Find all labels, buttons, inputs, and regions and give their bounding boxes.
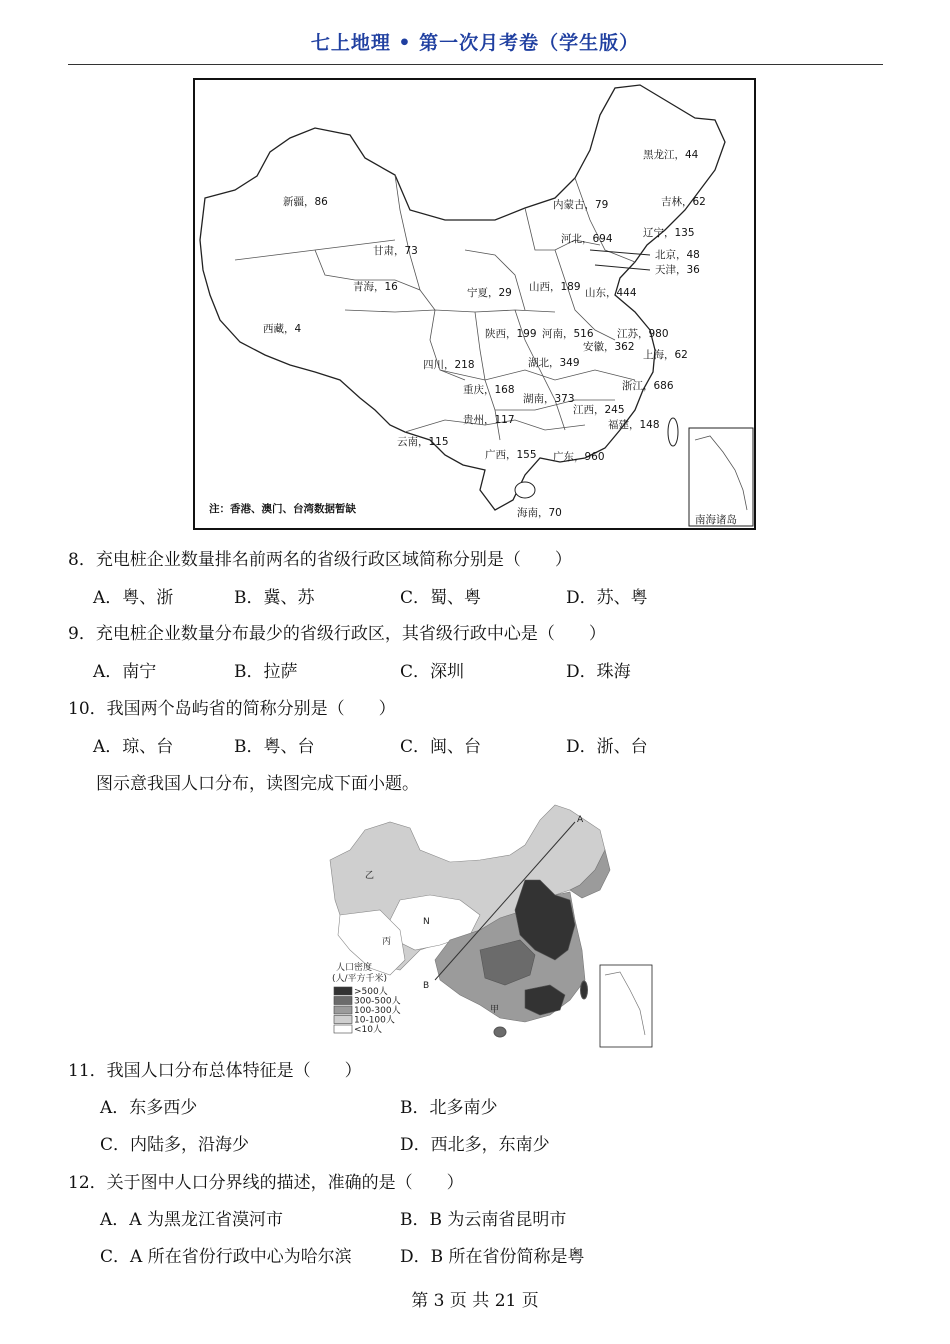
q8-option-c[interactable]: C．蜀、粤 [400,588,482,608]
q10-option-c[interactable]: C．闽、台 [400,737,482,757]
taiwan-island [668,418,678,446]
label-tianjin: 天津，36 [655,264,700,276]
q8-option-a[interactable]: A．粤、浙 [93,588,174,608]
q12-option-d[interactable]: D．B 所在省份简称是粤 [400,1247,585,1267]
legend-label: >500人 [354,987,388,997]
label-xinjiang: 新疆，86 [283,196,328,208]
hainan-island [515,482,535,498]
question-11: 11．我国人口分布总体特征是（ ） [68,1061,362,1081]
label-hubei: 湖北，349 [528,357,580,369]
legend-label: 10-100人 [354,1015,395,1026]
q8-option-b[interactable]: B．冀、苏 [234,588,315,608]
label-shanxi: 山西，189 [529,281,581,293]
label-gansu: 甘肃，73 [373,245,418,257]
legend-label: 100-300人 [354,1006,401,1016]
question-8: 8．充电桩企业数量排名前两名的省级行政区域简称分别是（ ） [68,550,572,570]
label-hebei: 河北，694 [561,233,613,245]
q11-option-b[interactable]: B．北多南少 [400,1098,498,1118]
question-9: 9．充电桩企业数量分布最少的省级行政区，其省级行政中心是（ ） [68,624,606,644]
label-jia: 甲 [490,1005,500,1015]
label-neimenggu: 内蒙古，79 [553,199,609,211]
label-jiangsu: 江苏，980 [617,328,669,340]
inset-label: 南海诸岛 [695,514,737,526]
population-density-map [320,800,660,1050]
legend-swatch [334,1006,352,1014]
intro-text: 图示意我国人口分布，读图完成下面小题。 [96,774,419,794]
q9-option-b[interactable]: B．拉萨 [234,662,298,682]
china-map-svg [195,80,754,528]
label-guangdong: 广东，960 [553,451,605,463]
label-shanghai: 上海，62 [643,349,688,361]
label-jilin: 吉林，62 [661,196,706,208]
legend-swatch [334,1016,352,1024]
header-divider [68,64,883,65]
label-heilongjiang: 黑龙江，44 [643,149,699,161]
q12-option-a[interactable]: A．A 为黑龙江省漠河市 [100,1210,283,1230]
q12-option-b[interactable]: B．B 为云南省昆明市 [400,1210,567,1230]
q9-option-d[interactable]: D．珠海 [566,662,631,682]
legend-title-2: (人/平方千米) [332,974,388,984]
legend-swatch [334,987,352,995]
legend-label: 300-500人 [354,996,401,1007]
label-guizhou: 贵州，117 [463,414,515,426]
label-a: A [577,815,584,825]
legend-title-1: 人口密度 [336,963,373,973]
label-henan: 河南，516 [542,328,594,340]
label-jiangxi: 江西，245 [573,404,625,416]
hainan [494,1027,506,1037]
label-hunan: 湖南，373 [523,393,575,405]
q9-option-a[interactable]: A．南宁 [93,662,157,682]
south-sea-inset [689,428,753,526]
china-province-map [193,78,756,530]
label-yunnan: 云南，115 [397,436,449,448]
label-bing: 丙 [382,937,392,947]
label-xizang: 西藏，4 [263,323,302,335]
page-header-title: 七上地理 • 第一次月考卷（学生版） [310,32,640,54]
q11-option-c[interactable]: C．内陆多，沿海少 [100,1135,250,1155]
legend-label: <10人 [354,1025,382,1035]
q11-option-a[interactable]: A．东多西少 [100,1098,198,1118]
south-sea-inset-2 [600,965,652,1047]
label-chongqing: 重庆，168 [463,384,515,396]
label-guangxi: 广西，155 [485,449,537,461]
q12-option-c[interactable]: C．A 所在省份行政中心为哈尔滨 [100,1247,352,1267]
q11-option-d[interactable]: D．西北多，东南少 [400,1135,550,1155]
population-map-svg [320,800,660,1050]
label-anhui: 安徽，362 [583,341,635,353]
label-shandong: 山东，444 [585,287,637,299]
q10-option-b[interactable]: B．粤、台 [234,737,315,757]
label-shaanxi: 陕西，199 [485,328,537,340]
q10-option-a[interactable]: A．琼、台 [93,737,174,757]
label-hainan: 海南，70 [517,507,562,519]
taiwan [581,981,588,999]
label-n: N [423,917,430,927]
legend-swatch [334,997,352,1005]
q10-option-d[interactable]: D．浙、台 [566,737,648,757]
question-12: 12．关于图中人口分界线的描述，准确的是（ ） [68,1173,464,1193]
q9-option-c[interactable]: C．深圳 [400,662,465,682]
page-footer: 第 3 页 共 21 页 [411,1291,539,1311]
label-beijing: 北京，48 [655,249,700,261]
label-ningxia: 宁夏，29 [467,287,512,299]
label-sichuan: 四川，218 [423,359,475,371]
label-yi: 乙 [365,871,375,881]
label-b: B [423,981,430,991]
label-qinghai: 青海，16 [353,281,398,293]
question-10: 10．我国两个岛屿省的简称分别是（ ） [68,699,396,719]
legend-swatch [334,1025,352,1033]
map-note: 注：香港、澳门、台湾数据暂缺 [209,503,356,515]
label-liaoning: 辽宁，135 [643,227,695,239]
label-fujian: 福建，148 [608,419,660,431]
label-zhejiang: 浙江，686 [622,380,674,392]
q8-option-d[interactable]: D．苏、粤 [566,588,648,608]
